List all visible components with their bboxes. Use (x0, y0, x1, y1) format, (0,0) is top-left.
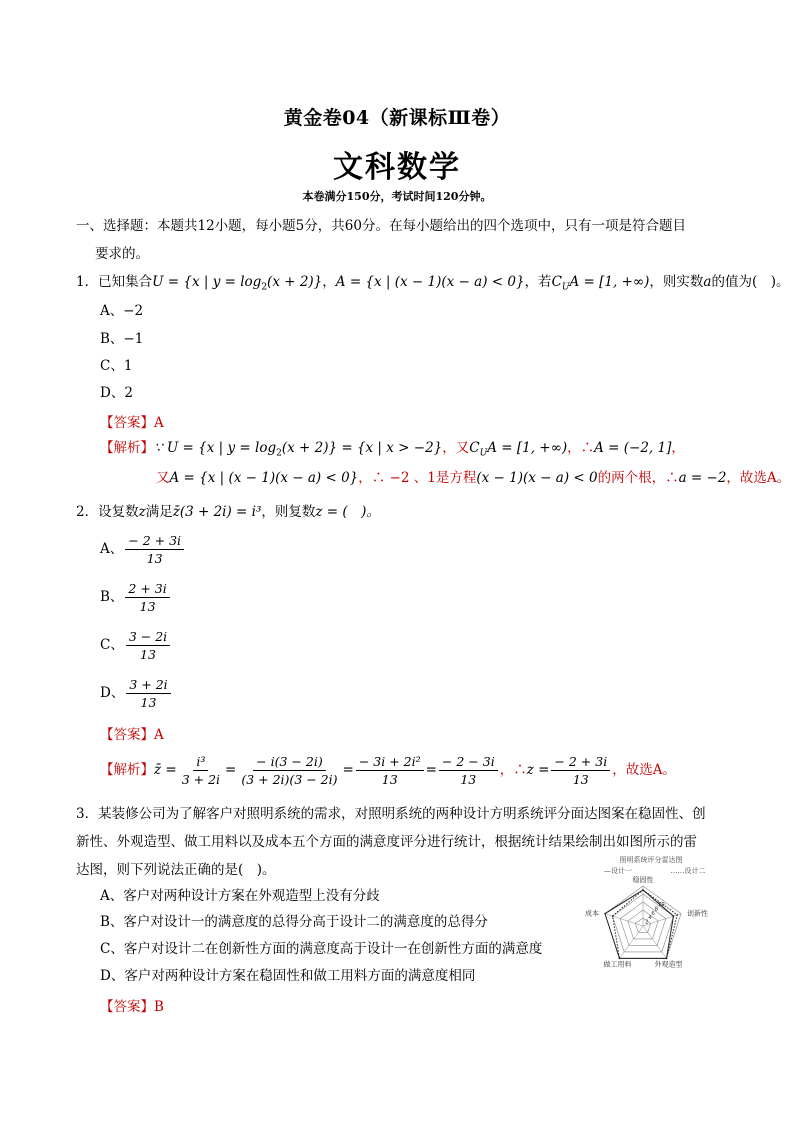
series-1-point-1 (673, 915, 675, 917)
q2-option-d: D、 $\frac{3 + 2i}{13}$ (100, 677, 173, 710)
q2-option-c: C、 $\frac{3 - 2i}{13}$ (100, 629, 172, 662)
q3-answer: 【答案】B (100, 999, 164, 1015)
tick-label-2: 2 (645, 919, 649, 926)
section-heading: 一、选择题：本题共12小题，每小题5分，共60分。在每小题给出的四个选项中，只有一项是符合题目 (76, 218, 686, 234)
legend-series-1: —设计一 (604, 867, 632, 875)
q1-stem: 1．已知集合U = {x | $y = \log_2(x + 2)$}，A = {x | (x − 1)(x − a) < 0}，若$C_UA = [1$, +∞)，则实数a的值为( )。 (76, 274, 790, 293)
q3-option-d: D、客户对两种设计方案在稳固性和做工用料方面的满意度相同 (100, 968, 476, 984)
q2-stem: 2．设复数z满足z̄(3 + 2i) = i³，则复数z = ( )。 (76, 504, 380, 520)
axis-label-3: 做工用料 (603, 960, 632, 969)
q2-answer: 【答案】A (100, 727, 164, 743)
q1-analysis-line2: 又A = {x | (x − 1)(x − a) < 0}，∴ −2 、1是方程(x − 1)(x − a) < 0的两个根，∴a = −2，故选A。 (156, 470, 791, 486)
axis-label-1: 创新性 (687, 909, 709, 918)
series-2-point-1 (676, 914, 678, 916)
q3-stem-line2: 新性、外观造型、做工用料以及成本五个方面的满意度评分进行统计，根据统计结果绘制出如图所示的雷 (76, 834, 697, 850)
series-2-point-3 (619, 958, 621, 960)
radar-chart (578, 853, 728, 978)
q2-option-b: B、 $\frac{2 + 3i}{13}$ (100, 581, 172, 614)
q3-option-c: C、客户对设计二在创新性方面的满意度高于设计一在创新性方面的满意度 (100, 941, 543, 957)
q2-option-a: A、 $\frac{- 2 + 3i}{13}$ (100, 533, 186, 566)
tick-label-6: 6 (651, 910, 655, 917)
section-heading-cont: 要求的。 (95, 246, 149, 262)
q3-stem-line3: 达图，则下列说法正确的是( )。 (76, 862, 276, 878)
q2-analysis: 【解析】z̄ = $\frac{\text{i³}}{3 + 2i}$ = $\frac{- i(3 - 2i)}{(3 + 2i)(3 - 2i)}$ = $\frac{\text{− 3i + 2i²}}{13}$ = $\frac{- 2 - 3i}{13}$ ，∴z = $\frac{- 2 + 3i}{13}$ ，故选A。 (100, 754, 676, 787)
tick-label-4: 4 (648, 915, 652, 922)
q1-answer: 【答案】A (100, 415, 164, 431)
exam-note: 本卷满分150分，考试时间120分钟。 (302, 190, 492, 203)
q3-stem-line1: 3．某装修公司为了解客户对照明系统的需求，对照明系统的两种设计方明系统评分面达图案在稳固性、创 (76, 806, 706, 822)
series-2-point-2 (666, 958, 668, 960)
axis-label-2: 外观造型 (654, 960, 683, 969)
series-2-point-0 (642, 889, 644, 891)
tick-label-10: 10 (657, 902, 665, 908)
q1-option-a: A、−2 (100, 303, 144, 319)
q1-option-d: D、2 (100, 385, 133, 401)
q1-analysis-line1: 【解析】∵ U = {x | $y = \log_2(x + 2)\} = \{x$ | x > −2}，又$C_UA = [1$, +∞)，∴A = (−2, 1]， (100, 440, 685, 459)
axis-label-0: 稳固性 (632, 876, 654, 884)
q1-option-b: B、−1 (100, 331, 144, 347)
q3-option-b: B、客户对设计一的满意度的总得分高于设计二的满意度的总得分 (100, 914, 488, 930)
series-1-point-4 (604, 913, 606, 915)
legend-series-2: ……设计二 (670, 867, 706, 875)
q3-option-a: A、客户对两种设计方案在外观造型上没有分歧 (100, 888, 380, 904)
axis-label-4: 成本 (584, 909, 599, 918)
series-2-point-4 (612, 915, 614, 917)
tick-label-8: 8 (654, 906, 659, 913)
subject-title: 文科数学 (333, 150, 461, 185)
paper-title: 黄金卷04（新课标Ⅲ卷） (283, 107, 511, 129)
chart-title: 照明系统评分雷达图 (619, 856, 683, 864)
q1-option-c: C、1 (100, 358, 133, 374)
